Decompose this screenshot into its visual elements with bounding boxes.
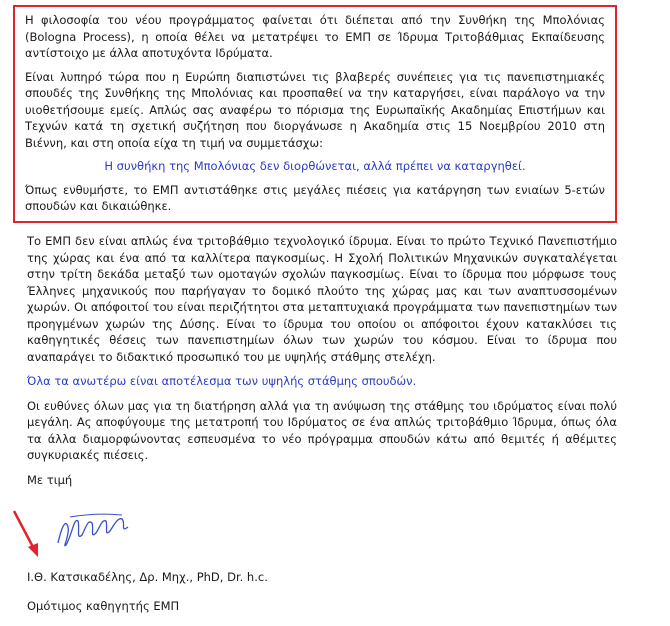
letter-body	[27, 233, 617, 496]
arrow-icon	[14, 511, 38, 557]
highlight-paragraph-1: Η φιλοσοφία του νέου προγράμματος φαίνεται ότι διέπεται από την Συνθήκη της Μπολόνιας (Bologna Process), η οποία θέλει να μετατρέψει το ΕΜΠ σε Ίδρυμα Τριτοβάθμιας Εκπαίδευσης αντίστοιχο με άλλα αποτυχόντα Ιδρύματα.	[25, 13, 605, 60]
signatory-name: Ι.Θ. Κατσικαδέλης, Δρ. Μηχ., PhD, Dr. h.c.	[27, 570, 268, 584]
highlighted-section	[13, 5, 617, 223]
signatory-title: Ομότιμος καθηγητής ΕΜΠ	[27, 598, 180, 613]
body-paragraph-2: Οι ευθύνες όλων μας για τη διατήρηση αλλά για τη ανύψωση της στάθμης του ιδρύματος είναι πολύ μεγάλη. Ας αποφύγουμε της μετατροπή του Ιδρύματος σε ένα απλώς τριτοβάθμιο Ίδρυμα, όπως όλα τα άλλα διαμορφώνοντας εσπευσμένα το νέο πρόγραμμα σπουδών κάτω από θεμιτές ή αθέμιτες συγκυριακές πιέσεις.	[27, 398, 617, 462]
highlight-paragraph-3: Όπως ενθυμήστε, το ΕΜΠ αντιστάθηκε στις μεγάλες πιέσεις για κατάργηση των ενιαίων 5-ετών σπουδών και δικαιώθηκε.	[25, 182, 605, 213]
body-blue-line: Όλα τα ανωτέρω είναι αποτέλεσμα των υψηλής στάθμης σπουδών.	[27, 374, 417, 388]
signature-area	[10, 505, 150, 565]
signature-block	[27, 569, 268, 626]
highlight-paragraph-2: Είναι λυπηρό τώρα που η Ευρώπη διαπιστώνει τις βλαβερές συνέπειες για τις πανεπιστημιακές σπουδές της Συνθήκης της Μπολόνιας και προσπαθεί να την καταργήσει, είναι παράλογο να την υιοθετήσουμε εμείς. Απλώς σας αναφέρω το πόρισμα της Ευρωπαϊκής Ακαδημίας Επιστήμων και Τεχνών κατά τη σχετική συζήτηση που διοργάνωσε η Ακαδημία στις 15 Νοεμβρίου 2010 στη Βιέννη, και στη οποία είχα τη τιμή να συμμετάσχω:	[25, 69, 605, 150]
closing: Με τιμή	[27, 472, 73, 487]
body-paragraph-1: Το ΕΜΠ δεν είναι απλώς ένα τριτοβάθμιο τεχνολογικό ίδρυμα. Είναι το πρώτο Τεχνικό Πανεπιστήμιο της χώρας και ένα από τα καλλίτερα παγκοσμίως. Η Σχολή Πολιτικών Μηχανικών συγκαταλέγεται στην τρίτη δεκάδα μεταξύ των ομοταγών σχολών παγκοσμίως. Είναι το ίδρυμα που μόρφωσε τους Έλληνες μηχανικούς που παρήγαγαν το δομικό πλούτο της χώρας μας και των αναπτυσσομένων χωρών. Οι απόφοιτοί του είναι περιζήτητοι στα μεταπτυχιακά προγράμματα των πανεπιστημίων των προηγμένων χωρών της Δύσης. Είναι το ίδρυμα του οποίου οι απόφοιτοι έχουν κατακλύσει τις καθηγητικές θέσεις των πανεπιστημίων όλων των χωρών του κόσμου. Είναι το ίδρυμα που αναπαράγει το διδακτικό προσωπικό του με υψηλής στάθμης στελέχη.	[27, 234, 617, 364]
signature-image	[10, 505, 150, 565]
bologna-quote: Η συνθήκη της Μπολόνιας δεν διορθώνεται, αλλά πρέπει να καταργηθεί.	[104, 159, 526, 173]
